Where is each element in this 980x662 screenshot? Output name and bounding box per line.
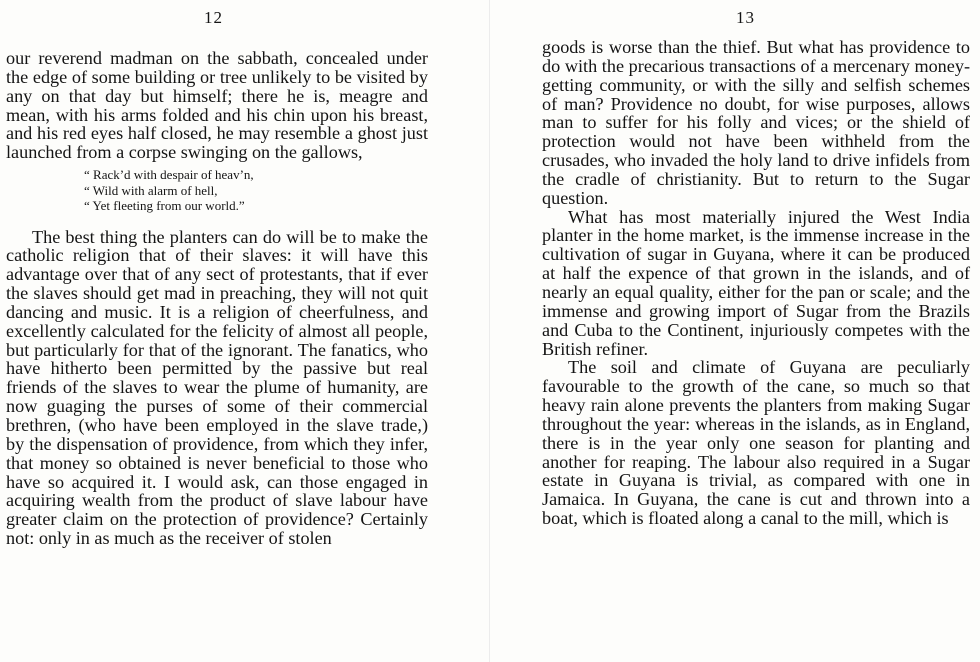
verse-quotation bbox=[84, 167, 428, 214]
page-number: 12 bbox=[204, 8, 223, 27]
paragraph: goods is worse than the thief. But what has providence to do with the precarious transactions of a mercenary money-getting community, or with the silly and selfish schemes of man? Providence no doubt, for wise purposes, allows man to suffer for his folly and vices; or the shield of protection would not have been withheld from the crusades, who invaded the holy land to drive infidels from the cradle of christianity. But to return to the Sugar question. bbox=[542, 37, 970, 208]
paragraph: The soil and climate of Guyana are peculiarly favourable to the growth of the cane, so much so that heavy rain alone prevents the planters from making Sugar throughout the year: whereas in the islands, as in England, there is in the year only one season for planting and another for reaping. The labour also required in a Sugar estate in Guyana is trivial, as compared with one in Jamaica. In Guyana, the cane is cut and thrown into a boat, which is floated along a canal to the mill, which is bbox=[542, 357, 970, 529]
verse-line: “ Wild with alarm of hell, bbox=[84, 182, 218, 198]
verse-line: “ Rack’d with despair of heav’n, bbox=[84, 167, 254, 183]
verse-line: “ Yet fleeting from our world.” bbox=[84, 198, 245, 214]
page-number: 13 bbox=[736, 8, 755, 27]
paragraph: The best thing the planters can do will be to make the catholic religion that of their slaves: it will have this advantage over that of any sect of protestants, that if ever the slaves should get mad in preaching, they will not quit dancing and music. It is a religion of cheerfulness, and excellently calculated for the felicity of almost all people, but particularly for that of the ignorant. The fanatics, who have hitherto been permitted by the passive but real friends of the slaves to wear the plume of humanity, are now guaging the purses of some of their commercial brethren, (who have been employed in the slave trade,) by the dispensation of providence, from which they infer, that money so obtained is never beneficial to those who have so acquired it. I would ask, can those engaged in acquiring wealth from the product of slave labour have greater claim on the protection of providence? Certainly not: only in as much as the receiver of stolen bbox=[6, 226, 428, 549]
text-column bbox=[6, 49, 428, 548]
right-page bbox=[490, 0, 980, 662]
paragraph: What has most materially injured the West India planter in the home market, is the immense increase in the cultivation of sugar in Guyana, where it can be produced at half the expence of that grown in the islands, and of nearly an equal quality, either for the pan or scale; and the immense and growing import of Sugar from the Brazils and Cuba to the Continent, injuriously competes with the British refiner. bbox=[542, 206, 970, 359]
paragraph: our reverend madman on the sabbath, concealed under the edge of some building or tree unlikely to be visited by any on that day but himself; there he is, meagre and mean, with his arms folded and his chin upon his breast, and his red eyes half closed, he may resemble a ghost just launched from a corpse swinging on the gallows, bbox=[6, 48, 428, 163]
text-column bbox=[542, 38, 970, 528]
